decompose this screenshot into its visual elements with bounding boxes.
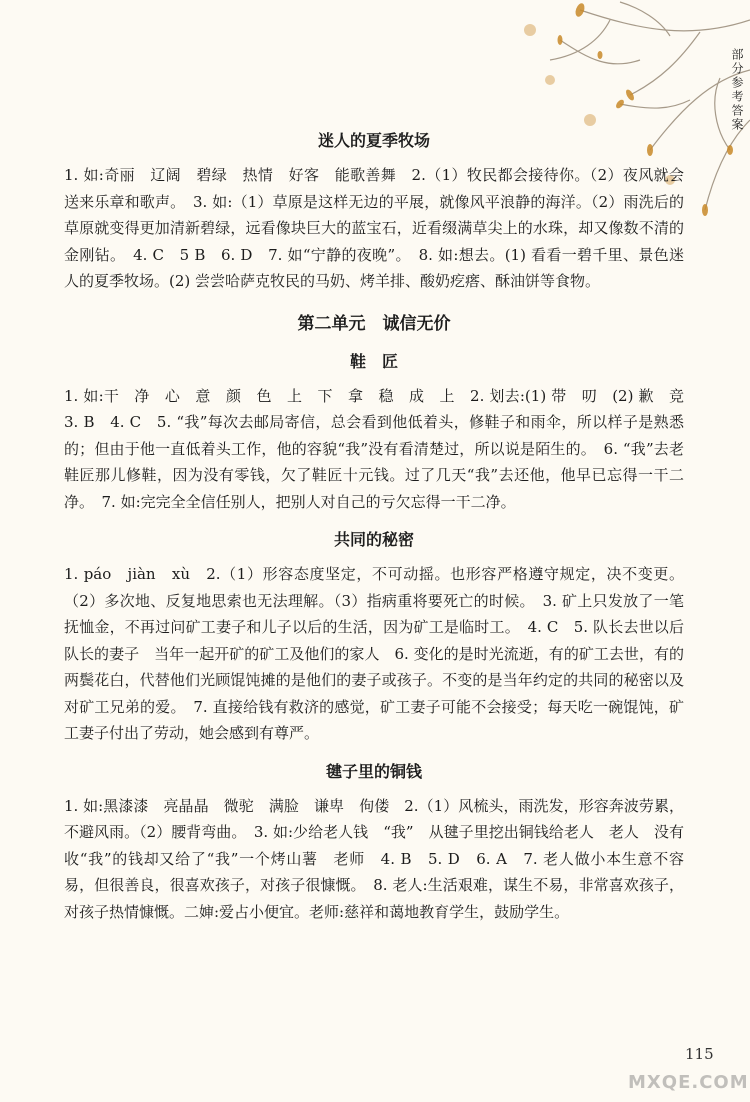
section-title: 迷人的夏季牧场	[317, 131, 430, 150]
watermark-text: MXQE.COM	[628, 1072, 749, 1093]
section-title: 鞋 匠	[349, 351, 398, 371]
answer-paragraph: 1. páo jiàn xù 2.（1）形容态度坚定，不可动摇。也形容严格遵守规定，决不变更。（2）多次地、反复地思索也无法理解。（3）指病重将要死亡的时候。 3. 矿上只发放了一笔抚恤金，不再过问矿工妻子和儿子以后的生活，因为矿工是临时工。 4. C 5. 队长去世以后 队长的妻子 当年一起开矿的矿工及他们的家人 6. 变化的是时光流逝，有的矿工去世，有的两鬓花白，代替他们光顾馄饨摊的是他们的妻子或孩子。不变的是当年约定的共同的秘密以及对矿工兄弟的爱。 7. 直接给钱有救济的感觉，矿工妻子可能不会接受；每天吃一碗馄饨，矿工妻子付出了劳动，她会感到有尊严。	[64, 565, 700, 742]
page-number: 115	[685, 1045, 714, 1063]
unit-title: 第二单元 诚信无价	[297, 313, 451, 334]
answer-paragraph: 1. 如:黑漆漆 亮晶晶 微驼 满脸 谦卑 佝偻 2.（1）风梳头，雨洗发，形容奔波劳累，不避风雨。（2）腰背弯曲。 3. 如:少给老人钱 “我” 从毽子里挖出铜钱给老人 老人 没有收“我”的钱却又给了“我”一个烤山薯 老师 4. B 5. D 6. A 7. 老人做小本生意不容易，但很善良，很喜欢孩子，对孩子很慷慨。 8. 老人:生活艰难，谋生不易，非常喜欢孩子，对孩子热情慷慨。二婶:爱占小便宜。老师:慈祥和蔼地教育学生，鼓励学生。	[64, 796, 684, 921]
section-title: 毽子里的铜钱	[325, 761, 422, 781]
answer-paragraph: 1. 如:干 净 心 意 颜 色 上 下 拿 稳 成 上 2. 划去:(1) 带 叨 (2) 歉 竞 3. B 4. C 5. “我”每次去邮局寄信，总会看到他低着头，修鞋子和雨伞，所以样子是熟悉的；但由于他一直低着头工作，他的容貌“我”没有看清楚过，所以说是陌生的。 6. “我”去老鞋匠那儿修鞋，因为没有零钱，欠了鞋匠十元钱。过了几天“我”去还他，他早已忘得一干二净。 7. 如:完完全全信任别人，把别人对自己的亏欠忘得一干二净。	[64, 386, 700, 511]
section-title: 共同的秘密	[333, 530, 414, 549]
answer-content	[64, 128, 700, 925]
side-tab-label: 部分参考答案	[730, 48, 744, 132]
answer-paragraph: 1. 如:奇丽 辽阔 碧绿 热情 好客 能歌善舞 2.（1）牧民都会接待你。（2）夜风就会送来乐章和歌声。 3. 如:（1）草原是这样无边的平展，就像风平浪静的海洋。（2）雨洗后的草原就变得更加清新碧绿，远看像块巨大的蓝宝石，近看缀满草尖上的水珠，却又像数不清的金刚钻。 4. C 5 B 6. D 7. 如“宁静的夜晚”。 8. 如:想去。(1) 看看一碧千里、景色迷人的夏季牧场。(2) 尝尝哈萨克牧民的马奶、烤羊排、酸奶疙瘩、酥油饼等食物。	[64, 166, 684, 290]
